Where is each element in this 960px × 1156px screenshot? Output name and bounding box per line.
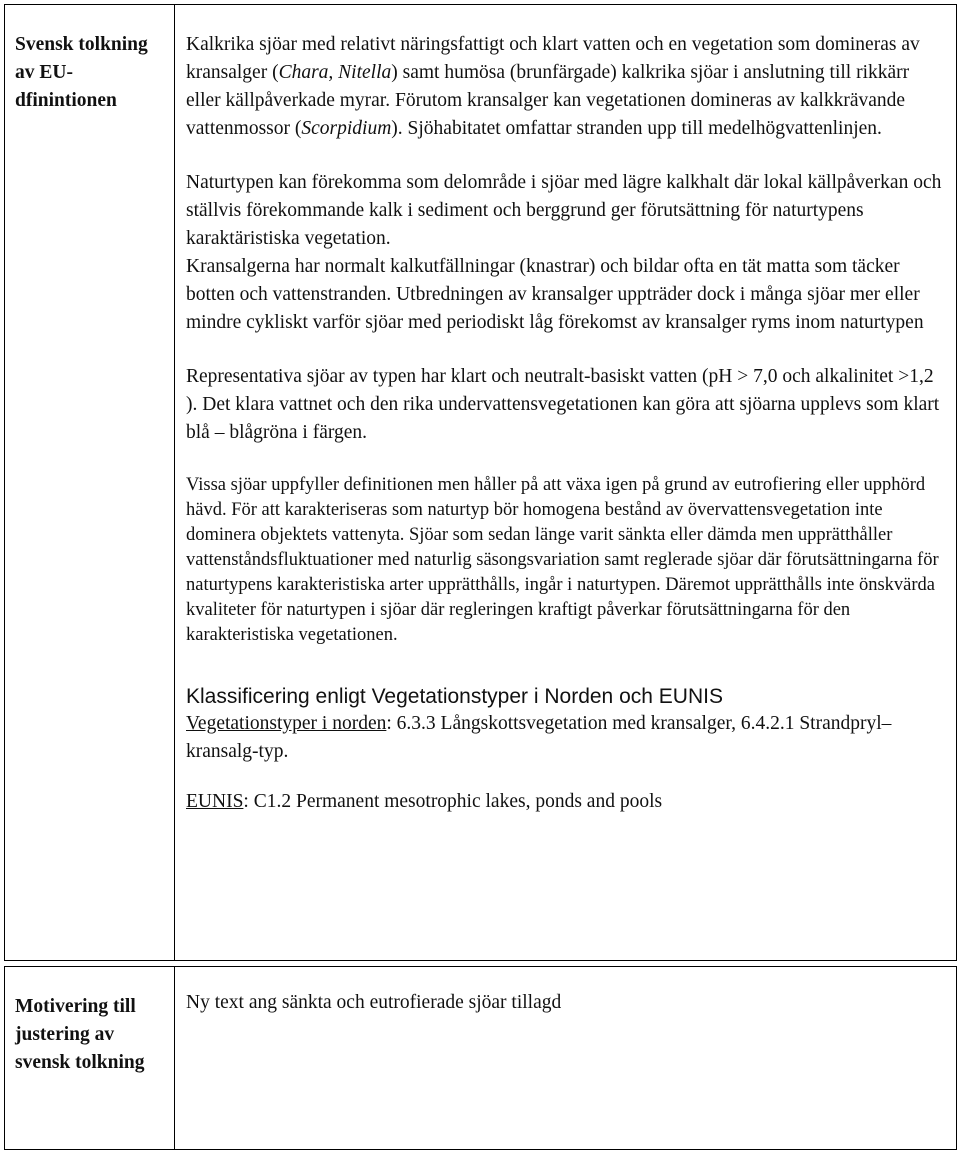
vegetation-text: : 6.3.3 Långskottsvegetation med kransalger, 6.4.2.1 Strandpryl–kransalg-typ. bbox=[186, 713, 892, 762]
vegetation-link[interactable]: Vegetationstyper i norden bbox=[186, 713, 387, 734]
text-run: ) samt humösa (brunfärgade) kalkrika sjöar i anslutning till rikkärr eller källpåverkade myrar. Förutom kransalger kan vegetationen domineras av kalkkrävande vattenmossor ( bbox=[186, 62, 910, 139]
definition-content bbox=[175, 5, 957, 961]
text-run: ). Sjöhabitatet omfattar stranden upp till medelhögvattenlinjen. bbox=[391, 118, 882, 139]
motivation-content: Ny text ang sänkta och eutrofierade sjöar tillagd bbox=[175, 967, 957, 1150]
classification-vegetation bbox=[186, 710, 948, 766]
row-label-definition: Svensk tolkning av EU-dfinintionen bbox=[5, 5, 175, 961]
italic-species: Chara, Nitella bbox=[278, 62, 392, 83]
eunis-text: : C1.2 Permanent mesotrophic lakes, ponds and pools bbox=[243, 791, 663, 812]
paragraph-kransalger: Kransalgerna har normalt kalkutfällningar (knastrar) och bildar ofta en tät matta som täcker botten och vattenstranden. Utbredningen av kransalger uppträder dock i många sjöar mer eller mindre cykliskt varför sjöar med periodiskt låg förekomst av kransalger ryms inom naturtypen bbox=[186, 256, 924, 333]
classification-eunis bbox=[186, 788, 948, 816]
text-run: Kalkrika sjöar med relativt näringsfattigt och klart vatten och en vegetation som domineras av kransalger ( bbox=[186, 34, 920, 83]
paragraph-representative: Representativa sjöar av typen har klart och neutralt-basiskt vatten (pH > 7,0 och alkalinitet >1,2 ). Det klara vattnet och den rika undervattensvegetationen kan göra att sjöarna upplevs som klart blå – blågröna i färgen. bbox=[186, 366, 940, 443]
eunis-link[interactable]: EUNIS bbox=[186, 791, 244, 812]
paragraph-criteria: Vissa sjöar uppfyller definitionen men håller på att växa igen på grund av eutrofiering eller upphörd hävd. För att karakteriseras som naturtyp bör homogena bestånd av övervattensvegetation inte dominera objektets vattenyta. Sjöar som sedan länge varit sänkta eller dämda men upprätthåller vattenståndsfluktuationer med naturlig säsongsvariation samt reglerade sjöar där förutsättningarna för naturtypens karakteristiska arter upprätthålls, ingår i naturtypen. Däremot upprätthålls inte önskvärda kvaliteter för naturtypen i sjöar där regleringen kraftigt påverkar förutsättningarna för den karakteristiska vegetationen. bbox=[186, 475, 939, 645]
paragraph-definition bbox=[186, 31, 948, 143]
row-label-motivation: Motivering till justering av svensk tolkning bbox=[5, 967, 175, 1150]
paragraph-occurrence: Naturtypen kan förekomma som delområde i sjöar med lägre kalkhalt där lokal källpåverkan och ställvis förekommande kalk i sediment och berggrund ger förutsättning för naturtypens karaktäristiska vegetation. bbox=[186, 172, 942, 249]
definition-table bbox=[4, 4, 957, 961]
italic-species: Scorpidium bbox=[301, 118, 392, 139]
table-row bbox=[5, 5, 957, 961]
table-row bbox=[5, 967, 957, 1150]
classification-heading: Klassificering enligt Vegetationstyper i Norden och EUNIS bbox=[186, 685, 723, 708]
motivation-table bbox=[4, 966, 957, 1150]
